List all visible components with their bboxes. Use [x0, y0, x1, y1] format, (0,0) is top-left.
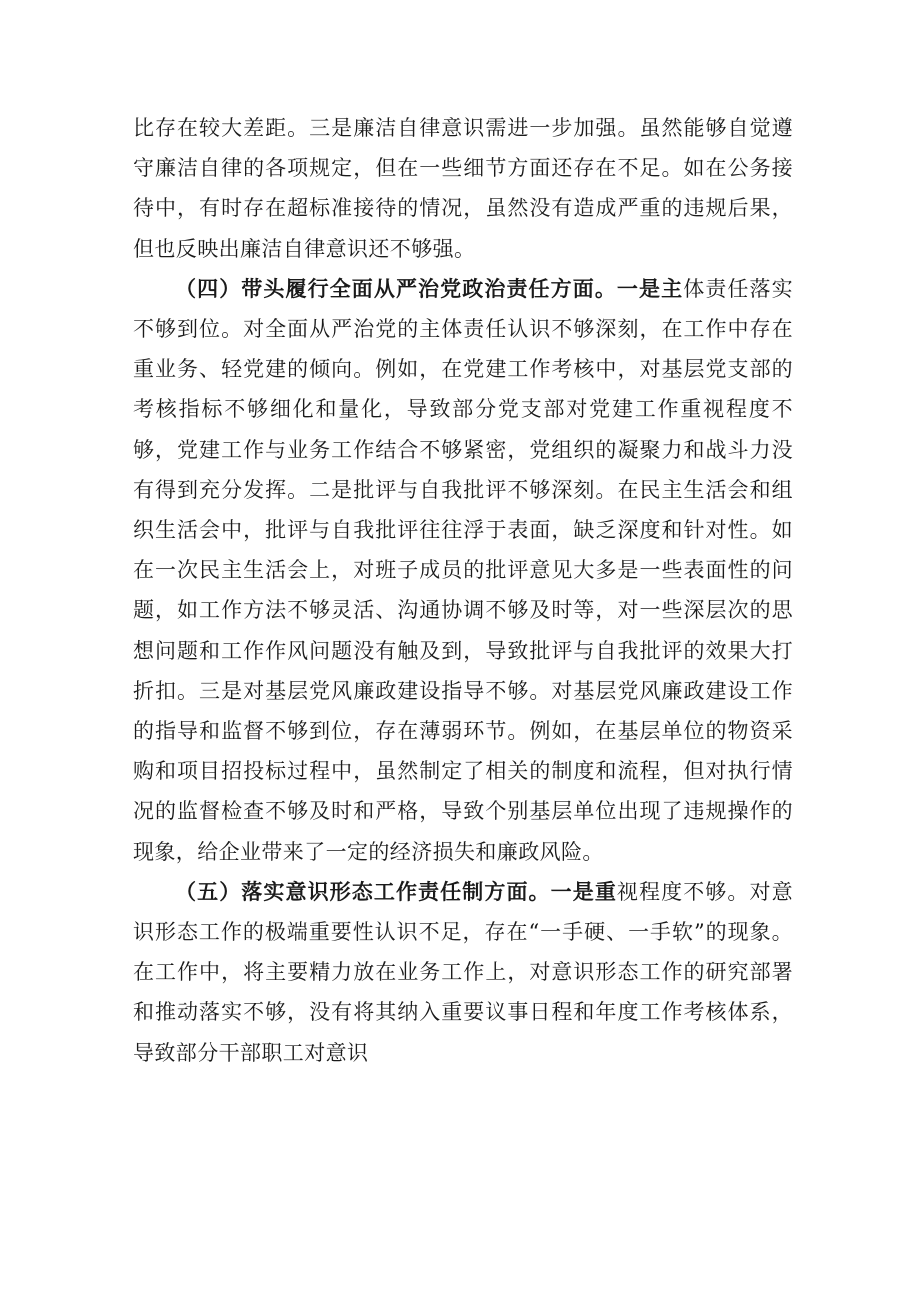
- paragraph-text: 体责任落实不够到位。对全面从严治党的主体责任认识不够深刻，在工作中存在重业务、轻党建的倾向。例如，在党建工作考核中，对基层党支部的考核指标不够细化和量化，导致部分党支部对党建工作重视程度不够，党建工作与业务工作结合不够紧密，党组织的凝聚力和战斗力没有得到充分发挥。二是批评与自我批评不够深刻。在民主生活会和组织生活会中，批评与自我批评往往浮于表面，缺乏深度和针对性。如在一次民主生活会上，对班子成员的批评意见大多是一些表面性的问题，如工作方法不够灵活、沟通协调不够及时等，对一些深层次的思想问题和工作作风问题没有触及到，导致批评与自我批评的效果大打折扣。三是对基层党风廉政建设指导不够。对基层党风廉政建设工作的指导和监督不够到位，存在薄弱环节。例如，在基层单位的物资采购和项目招投标过程中，虽然制定了相关的制度和流程，但对执行情况的监督检查不够及时和严格，导致个别基层单位出现了违规操作的现象，给企业带来了一定的经济损失和廉政风险。: [133, 276, 794, 864]
- section-heading-five: （五）落实意识形态工作责任制方面。一是重: [175, 878, 617, 904]
- paragraph-continuation: [133, 108, 793, 269]
- paragraph-text: 比存在较大差距。三是廉洁自律意识需进一步加强。虽然能够自觉遵守廉洁自律的各项规定，但在一些细节方面还存在不足。如在公务接待中，有时存在超标准接待的情况，虽然没有造成严重的违规后果，但也反映出廉洁自律意识还不够强。: [133, 116, 793, 261]
- document-body: [133, 108, 793, 1073]
- paragraph-section-four: [133, 269, 793, 872]
- section-heading-four: （四）带头履行全面从严治党政治责任方面。一是主: [175, 275, 684, 301]
- paragraph-text: 视程度不够。对意识形态工作的极端重要性认识不足，存在“一手硬、一手软”的现象。在工作中，将主要精力放在业务工作上，对意识形态工作的研究部署和推动落实不够，没有将其纳入重要议事日程和年度工作考核体系，导致部分干部职工对意识: [133, 879, 793, 1065]
- paragraph-section-five: [133, 872, 793, 1073]
